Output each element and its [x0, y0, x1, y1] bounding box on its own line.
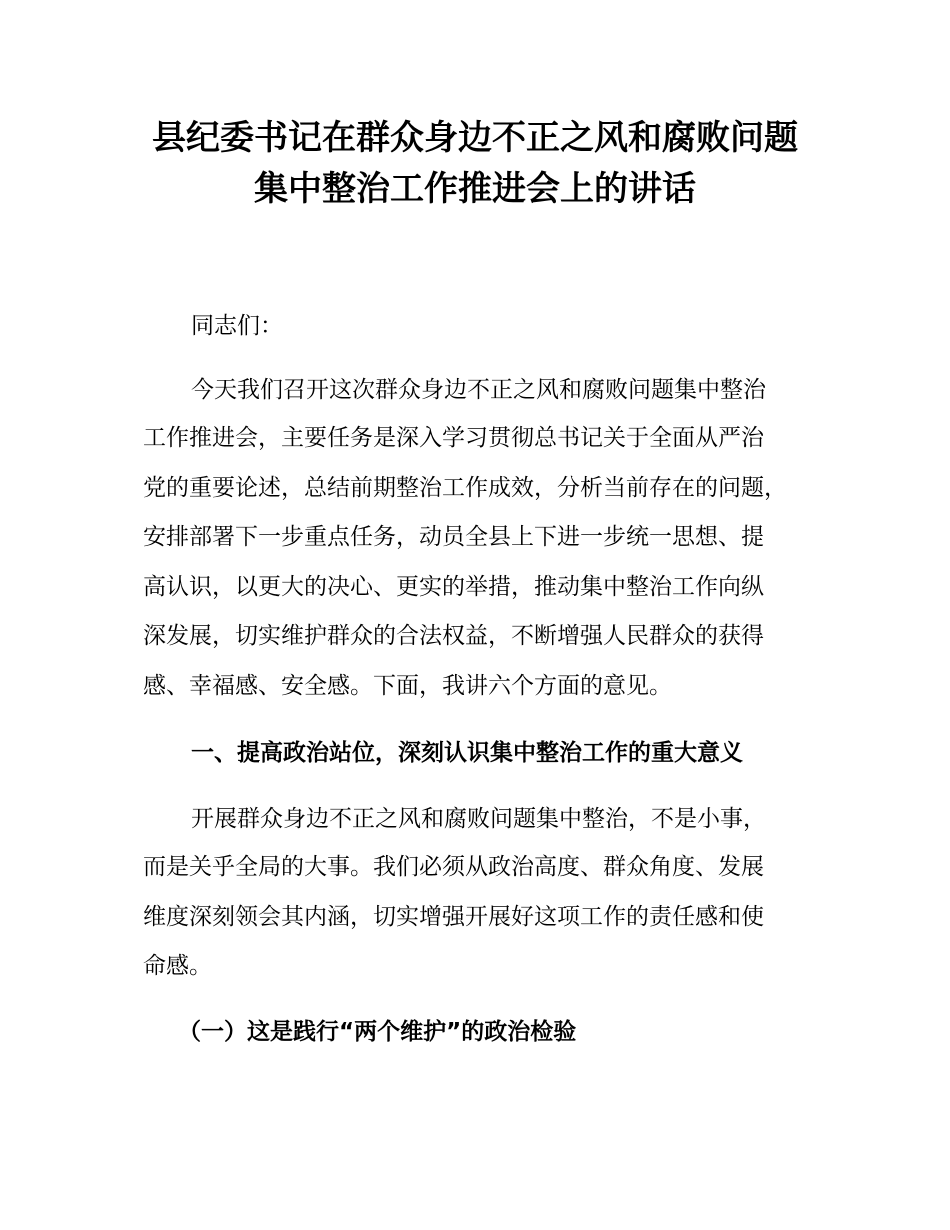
salutation: 同志们： — [191, 313, 283, 339]
intro-line: 感、幸福感、安全感。下面，我讲六个方面的意见。 — [143, 673, 672, 699]
section-line: 而是关乎全局的大事。我们必须从政治高度、群众角度、发展 — [143, 854, 764, 880]
intro-line: 党的重要论述，总结前期整治工作成效，分析当前存在的问题， — [143, 475, 787, 501]
intro-line: 深发展，切实维护群众的合法权益，不断增强人民群众的获得 — [143, 623, 764, 649]
subsection-heading: （一）这是践行“两个维护”的政治检验 — [178, 1019, 577, 1045]
intro-line: 高认识，以更大的决心、更实的举措，推动集中整治工作向纵 — [143, 574, 764, 600]
document-title-line-2: 集中整治工作推进会上的讲话 — [254, 169, 696, 209]
document-title-line-1: 县纪委书记在群众身边不正之风和腐败问题 — [152, 118, 798, 158]
intro-line: 今天我们召开这次群众身边不正之风和腐败问题集中整治 — [191, 377, 766, 403]
intro-line: 工作推进会，主要任务是深入学习贯彻总书记关于全面从严治 — [143, 425, 764, 451]
section-line: 开展群众身边不正之风和腐败问题集中整治，不是小事， — [191, 806, 766, 832]
section-heading: 一、提高政治站位，深刻认识集中整治工作的重大意义 — [191, 740, 743, 766]
intro-line: 安排部署下一步重点任务，动员全县上下进一步统一思想、提 — [143, 524, 764, 550]
section-line: 维度深刻领会其内涵，切实增强开展好这项工作的责任感和使 — [143, 904, 764, 930]
section-line: 命感。 — [143, 953, 212, 979]
